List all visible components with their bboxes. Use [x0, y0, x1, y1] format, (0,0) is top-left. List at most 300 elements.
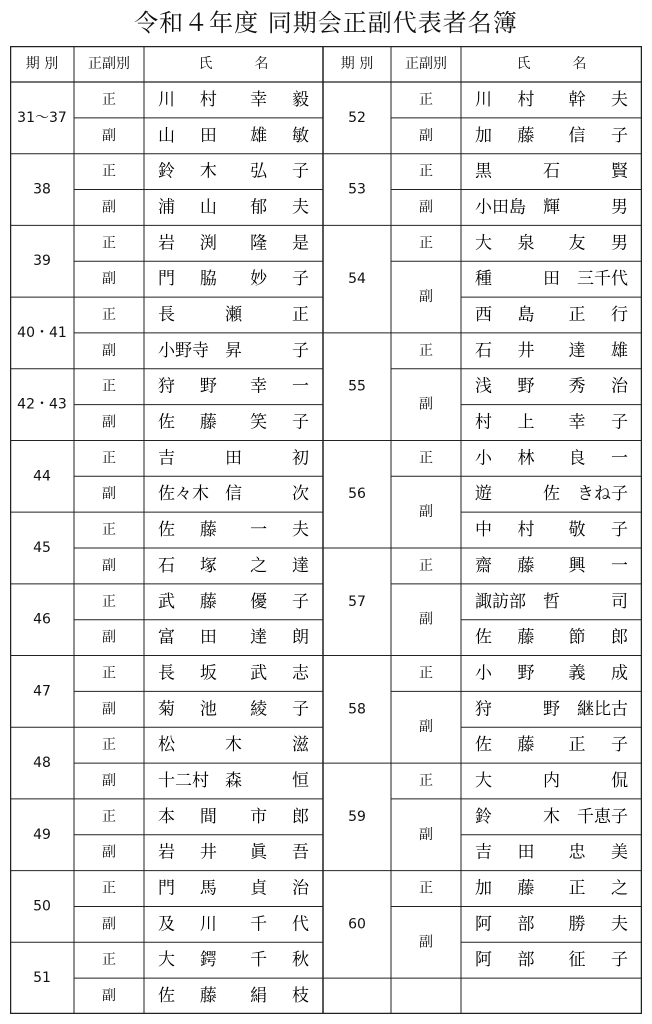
name-part: 脇: [199, 269, 217, 290]
left-name-cell: [158, 377, 309, 397]
right-name-cell: [475, 341, 628, 361]
name-part: 井: [517, 340, 535, 361]
name-part: 千恵子: [577, 806, 628, 827]
name-part: 藤: [199, 520, 217, 541]
left-name-cell: [158, 986, 309, 1006]
right-name-cell: [475, 807, 628, 827]
right-name-cell: [475, 950, 628, 970]
name-part: 幸: [568, 412, 586, 433]
name-part: 佐: [475, 735, 492, 756]
name-part: 笑: [250, 412, 268, 433]
name-part: 興: [568, 555, 586, 576]
right-role-cell: 正: [419, 557, 433, 574]
right-term-cell: 52: [348, 109, 366, 126]
name-part: 上: [517, 412, 535, 433]
left-name-cell: [158, 520, 309, 540]
name-part: 野: [543, 699, 560, 720]
left-role-cell: 正: [102, 522, 116, 539]
name-part: 子: [292, 161, 309, 182]
right-role-cell: 副: [419, 289, 433, 306]
name-part: 正: [568, 878, 586, 899]
name-part: 美: [611, 842, 628, 863]
right-name-cell: [475, 126, 628, 146]
name-part: 田: [543, 269, 560, 290]
left-role-cell: 正: [102, 808, 116, 825]
name-part: 幹: [568, 89, 586, 110]
left-name-cell: [158, 413, 309, 433]
name-part: 十二村: [158, 771, 209, 791]
name-part: 岩: [158, 233, 175, 254]
left-name-cell: [158, 162, 309, 182]
right-term-cell: 60: [348, 916, 366, 933]
name-part: 夫: [611, 914, 628, 935]
name-part: 義: [568, 663, 586, 684]
name-part: 中: [475, 520, 492, 541]
right-name-cell: [475, 377, 629, 397]
right-term-cell: 59: [348, 808, 366, 825]
name-part: 妙: [250, 269, 268, 290]
name-part: 吉: [158, 448, 175, 469]
name-part: 治: [292, 878, 309, 899]
name-part: 雄: [611, 340, 628, 361]
name-part: 遊: [475, 484, 492, 505]
right-term-cell: 56: [348, 486, 366, 503]
name-part: 門: [158, 269, 175, 290]
left-role-cell: 副: [102, 844, 116, 861]
name-part: 幸: [250, 376, 268, 397]
name-part: 藤: [517, 878, 535, 899]
name-part: 枝: [292, 986, 309, 1007]
name-part: 達: [250, 627, 268, 648]
name-part: 藤: [199, 591, 217, 612]
name-part: 部: [517, 914, 535, 935]
name-part: 吾: [292, 842, 309, 863]
left-name-cell: [158, 197, 309, 217]
name-part: 綾: [250, 699, 268, 720]
left-name-cell: [158, 627, 309, 648]
left-header-role: 正副別: [88, 56, 130, 72]
name-part: 友: [568, 233, 586, 254]
left-role-cell: 副: [102, 342, 116, 359]
name-part: 泉: [517, 233, 535, 254]
right-name-cell: [475, 556, 628, 576]
right-header-name: 氏 名: [516, 56, 587, 72]
name-part: 子: [611, 950, 628, 971]
name-part: 行: [611, 305, 628, 325]
name-part: 林: [517, 448, 535, 469]
name-part: 坂: [199, 663, 217, 684]
name-part: 勝: [568, 914, 586, 935]
name-part: 石: [543, 161, 560, 182]
left-name-cell: [158, 879, 310, 899]
left-term-cell: 44: [33, 468, 51, 485]
left-name-cell: [158, 592, 309, 612]
name-part: 武: [158, 591, 175, 612]
name-part: 田: [199, 125, 217, 146]
left-name-cell: [158, 484, 309, 504]
name-part: 朗: [292, 627, 309, 648]
right-role-cell: 副: [419, 719, 433, 736]
left-role-cell: 正: [102, 952, 116, 969]
name-part: 山: [158, 125, 175, 146]
name-part: 優: [250, 591, 268, 612]
name-part: 幸: [250, 89, 268, 110]
right-term-cell: 53: [348, 181, 366, 198]
name-part: 狩: [475, 699, 492, 720]
name-part: 石: [158, 555, 175, 576]
right-term-cell: 54: [348, 271, 366, 288]
name-part: 正: [568, 735, 586, 756]
left-role-cell: 正: [102, 737, 116, 754]
name-part: 一: [611, 555, 628, 576]
name-part: 弘: [250, 161, 268, 182]
name-part: 内: [543, 771, 560, 791]
left-term-cell: 47: [33, 683, 51, 700]
name-part: 村: [517, 89, 535, 110]
name-part: 渕: [199, 233, 217, 254]
name-part: 森: [225, 771, 242, 791]
name-part: 治: [611, 376, 628, 397]
right-term-cell: 55: [348, 378, 366, 395]
name-part: 輝: [543, 197, 560, 218]
name-part: 佐: [158, 520, 175, 541]
name-part: 子: [292, 591, 309, 612]
right-role-cell: 副: [419, 396, 433, 413]
name-part: 諏訪部: [475, 591, 526, 612]
name-part: 成: [611, 663, 628, 684]
name-part: 是: [292, 233, 309, 254]
left-role-cell: 正: [102, 665, 116, 682]
name-part: 絹: [250, 986, 268, 1007]
name-part: 子: [611, 735, 628, 756]
left-term-cell: 39: [33, 253, 51, 270]
right-name-cell: [475, 233, 628, 253]
name-part: 子: [611, 412, 628, 433]
left-name-cell: [158, 807, 309, 827]
left-term-cell: 31〜37: [17, 109, 67, 126]
right-name-cell: [475, 771, 628, 791]
name-part: 鈴: [475, 806, 492, 827]
right-name-cell: [475, 90, 628, 110]
name-part: 田: [517, 842, 535, 863]
right-role-cell: 副: [419, 611, 433, 628]
page-title: 令和４年度 同期会正副代表者名簿: [134, 9, 518, 37]
name-part: 阿: [475, 914, 492, 935]
left-name-cell: [158, 735, 309, 755]
name-part: 千: [250, 914, 268, 935]
left-header-name: 氏 名: [198, 56, 269, 72]
name-part: 田: [225, 448, 242, 469]
name-part: 島: [517, 305, 535, 325]
name-part: 信: [568, 125, 586, 146]
right-role-cell: 正: [419, 880, 433, 897]
name-part: 藤: [517, 627, 535, 648]
name-part: 子: [292, 269, 309, 290]
right-role-cell: 正: [419, 773, 433, 789]
name-part: 吉: [475, 842, 492, 863]
left-name-cell: [158, 556, 309, 576]
name-part: 滋: [292, 735, 309, 756]
name-part: 男: [611, 197, 628, 218]
name-part: 之: [250, 555, 268, 576]
name-part: 佐々木: [158, 484, 209, 505]
name-part: 村: [517, 520, 535, 541]
left-role-cell: 正: [102, 450, 116, 467]
name-part: 野: [199, 376, 217, 397]
right-term-cell: 58: [348, 701, 366, 718]
name-part: 敬: [568, 520, 586, 541]
right-name-cell: [475, 197, 628, 217]
name-part: 松: [158, 735, 175, 756]
name-part: 恒: [292, 771, 309, 791]
name-part: 本: [158, 806, 175, 827]
name-part: 夫: [292, 520, 309, 541]
name-part: 黒: [475, 161, 492, 182]
left-role-cell: 副: [102, 988, 116, 1005]
left-role-cell: 正: [102, 91, 116, 108]
name-part: 子: [292, 340, 309, 361]
name-part: 西: [475, 305, 492, 325]
name-part: 野: [517, 376, 535, 397]
left-role-cell: 副: [102, 486, 116, 503]
name-part: 佐: [158, 412, 175, 433]
right-name-cell: [475, 663, 628, 683]
right-header-term: 期 別: [340, 56, 374, 72]
name-part: 正: [568, 305, 586, 325]
name-part: 郎: [292, 806, 309, 827]
right-role-cell: 正: [419, 235, 433, 252]
name-part: 夫: [611, 89, 628, 110]
right-role-cell: 正: [419, 163, 433, 180]
name-part: 敏: [292, 125, 309, 146]
name-part: 藤: [517, 555, 535, 576]
right-role-cell: 副: [419, 199, 433, 216]
name-part: 秋: [292, 950, 309, 971]
name-part: 大: [158, 950, 175, 971]
name-part: 鍔: [199, 950, 217, 971]
left-name-cell: [158, 90, 309, 110]
right-header-role: 正副別: [405, 56, 447, 72]
right-name-cell: [475, 484, 628, 504]
left-header-term: 期 別: [25, 56, 59, 72]
name-part: 井: [199, 842, 217, 863]
name-part: 加: [475, 125, 492, 146]
name-part: 市: [250, 806, 268, 827]
left-role-cell: 正: [102, 378, 116, 395]
name-part: 代: [292, 914, 309, 935]
name-part: 佐: [475, 627, 492, 648]
left-role-cell: 副: [102, 916, 116, 933]
left-name-cell: [158, 699, 309, 719]
left-name-cell: [158, 843, 309, 863]
right-role-cell: 正: [419, 91, 433, 108]
right-role-cell: 副: [419, 826, 433, 843]
right-name-cell: [475, 699, 628, 719]
name-part: 佐: [543, 484, 560, 505]
left-role-cell: 正: [102, 163, 116, 180]
left-name-cell: [158, 663, 310, 683]
name-part: 小野寺: [158, 340, 209, 361]
name-part: 鈴: [158, 161, 175, 182]
left-name-cell: [158, 305, 309, 325]
right-name-cell: [475, 735, 628, 755]
name-part: 阿: [475, 950, 492, 971]
name-part: 志: [292, 663, 309, 684]
name-part: 小田島: [475, 197, 526, 218]
left-term-cell: 38: [33, 181, 51, 198]
name-part: 一: [611, 448, 628, 469]
left-role-cell: 正: [102, 235, 116, 252]
right-name-cell: [475, 843, 628, 863]
name-part: 一: [250, 520, 268, 541]
name-part: 侃: [611, 771, 628, 791]
name-part: 雄: [250, 125, 268, 146]
name-part: 忠: [568, 842, 586, 863]
name-part: 齋: [475, 555, 492, 576]
right-name-cell: [475, 269, 628, 289]
left-role-cell: 正: [102, 880, 116, 897]
name-part: 菊: [158, 699, 175, 720]
name-part: 郁: [250, 197, 268, 218]
roster-table: [10, 46, 642, 1014]
left-name-cell: [158, 233, 309, 253]
name-part: 長: [158, 305, 175, 325]
left-role-cell: 副: [102, 701, 116, 718]
name-part: 木: [199, 161, 217, 182]
name-part: 川: [199, 914, 217, 935]
left-name-cell: [158, 126, 309, 146]
left-role-cell: 副: [102, 199, 116, 216]
name-part: 部: [517, 950, 535, 971]
name-part: 子: [292, 412, 309, 433]
right-name-cell: [475, 413, 628, 433]
name-part: 千: [250, 950, 268, 971]
name-part: きね子: [577, 484, 628, 505]
name-part: 子: [611, 520, 628, 541]
right-role-cell: 副: [419, 504, 433, 521]
right-name-cell: [475, 520, 628, 540]
right-role-cell: 副: [419, 934, 433, 951]
left-name-cell: [158, 341, 309, 361]
right-role-cell: 正: [419, 665, 433, 682]
name-part: 達: [292, 555, 309, 576]
name-part: 岩: [158, 842, 175, 863]
name-part: 山: [199, 197, 217, 218]
name-part: 次: [292, 484, 309, 505]
name-part: 大: [475, 233, 492, 254]
name-part: 木: [543, 806, 560, 827]
name-part: 瀬: [225, 305, 242, 325]
name-part: 門: [158, 878, 175, 899]
right-name-cell: [475, 914, 628, 934]
left-role-cell: 副: [102, 629, 116, 646]
name-part: 秀: [568, 376, 586, 397]
name-part: 池: [199, 699, 217, 720]
right-name-cell: [475, 628, 628, 648]
name-part: 毅: [292, 89, 309, 110]
right-name-cell: [475, 305, 628, 325]
name-part: 村: [475, 412, 492, 433]
left-term-cell: 45: [33, 540, 51, 556]
left-name-cell: [158, 448, 309, 468]
left-role-cell: 正: [102, 307, 116, 323]
left-role-cell: 副: [102, 773, 116, 789]
right-role-cell: 正: [419, 342, 433, 359]
name-part: 石: [475, 340, 492, 361]
name-part: 貞: [250, 878, 268, 899]
right-name-cell: [475, 592, 628, 612]
left-name-cell: [158, 771, 309, 791]
name-part: 間: [199, 806, 217, 827]
name-part: 長: [158, 663, 175, 684]
left-name-cell: [158, 950, 309, 970]
name-part: 三千代: [577, 269, 628, 290]
name-part: 郎: [611, 627, 628, 648]
left-name-cell: [158, 914, 309, 934]
name-part: 佐: [158, 986, 175, 1007]
name-part: 藤: [517, 125, 535, 146]
name-part: 浦: [158, 197, 175, 218]
right-role-cell: 正: [419, 450, 433, 467]
name-part: 男: [611, 233, 628, 254]
name-part: 及: [158, 914, 175, 935]
name-part: 達: [568, 340, 586, 361]
name-part: 大: [475, 771, 492, 791]
left-term-cell: 51: [33, 970, 51, 987]
name-part: 富: [158, 627, 175, 648]
name-part: 一: [292, 376, 309, 397]
name-part: 村: [199, 89, 217, 110]
left-term-cell: 49: [33, 826, 51, 843]
name-part: 節: [568, 627, 586, 648]
right-name-cell: [475, 448, 628, 468]
right-term-cell: 57: [348, 593, 366, 610]
left-role-cell: 副: [102, 414, 116, 431]
name-part: 野: [517, 663, 535, 684]
name-part: 馬: [199, 878, 217, 899]
name-part: 狩: [158, 376, 175, 397]
left-term-cell: 42・43: [17, 396, 67, 413]
name-part: 賢: [611, 161, 628, 182]
name-part: 藤: [517, 735, 535, 756]
right-name-cell: [475, 162, 630, 182]
name-part: 信: [225, 484, 242, 505]
roster-grid: [10, 46, 642, 1014]
left-term-cell: 46: [33, 611, 51, 628]
name-part: 正: [292, 305, 309, 325]
name-part: 川: [475, 89, 492, 110]
name-part: 隆: [250, 233, 268, 254]
name-part: 良: [568, 448, 586, 469]
left-role-cell: 副: [102, 557, 116, 574]
name-part: 哲: [543, 591, 560, 612]
name-part: 塚: [199, 555, 217, 576]
left-role-cell: 副: [102, 127, 116, 144]
left-name-cell: [158, 269, 309, 289]
name-part: 浅: [475, 376, 492, 397]
name-part: 小: [475, 663, 492, 684]
name-part: 眞: [250, 842, 268, 863]
name-part: 征: [568, 950, 586, 971]
left-role-cell: 正: [102, 593, 116, 610]
name-part: 武: [250, 663, 268, 684]
left-term-cell: 48: [33, 755, 51, 772]
left-role-cell: 副: [102, 271, 116, 288]
name-part: 小: [475, 448, 492, 469]
name-part: 川: [158, 89, 175, 110]
name-part: 藤: [199, 412, 217, 433]
right-name-cell: [475, 879, 628, 899]
